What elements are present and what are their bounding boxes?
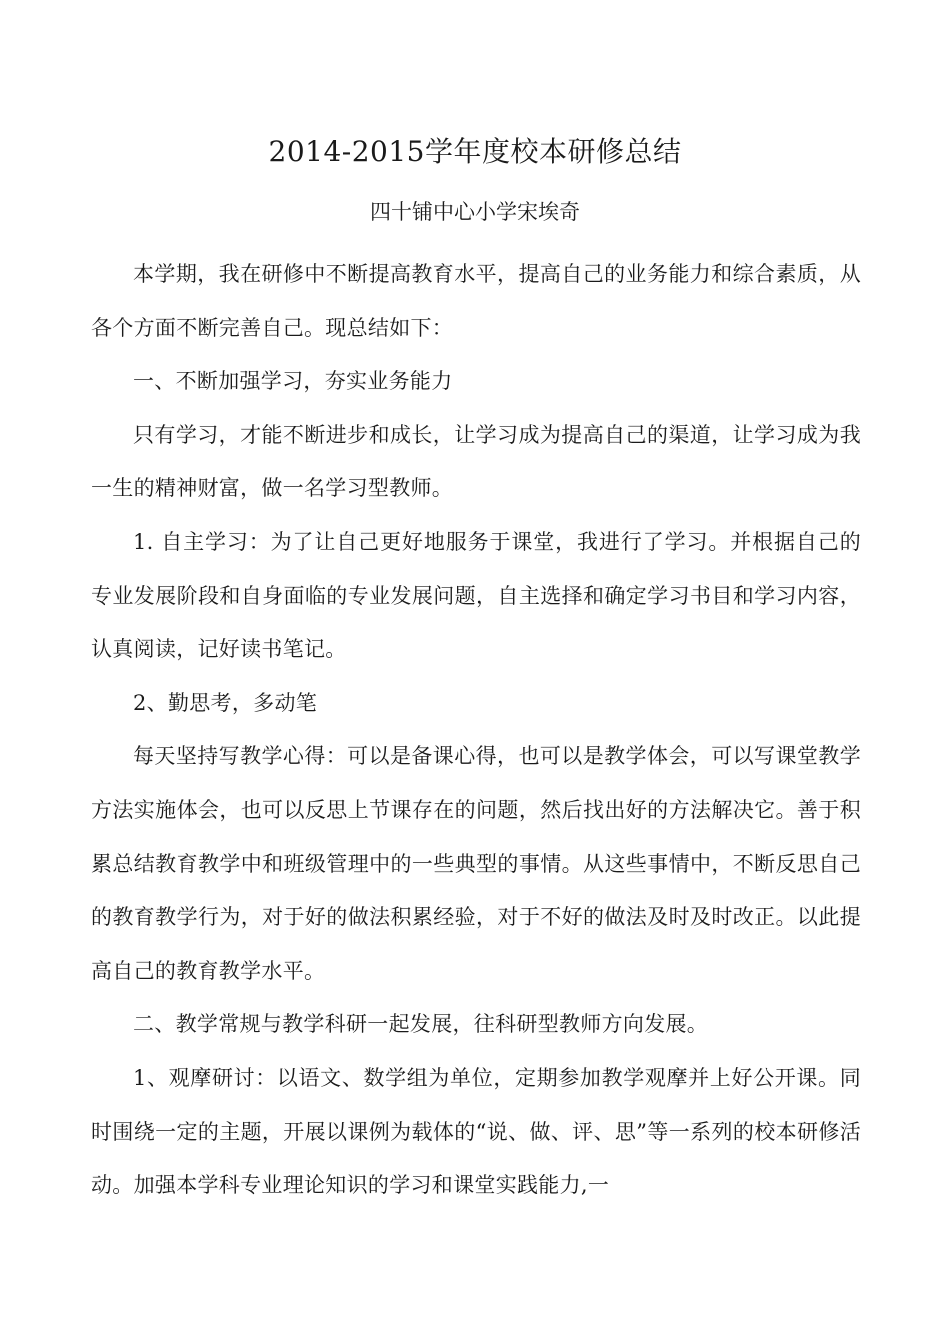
paragraph-learning: 只有学习，才能不断进步和成长，让学习成为提高自己的渠道，让学习成为我一生的精神财富，做一名学习型教师。 [91,422,861,501]
subheading-think-write: 2、勤思考，多动笔 [133,690,318,715]
paragraph-intro: 本学期，我在研修中不断提高教育水平，提高自己的业务能力和综合素质，从各个方面不断完善自己。现总结如下： [91,262,861,340]
document-title: 2014-2015学年度校本研修总结 [268,135,682,168]
section-heading-2: 二、教学常规与教学科研一起发展，往科研型教师方向发展。 [133,1012,709,1037]
document-body [91,248,861,1213]
paragraph-reflection: 每天坚持写教学心得：可以是备课心得，也可以是教学体会，可以写课堂教学方法实施体会，也可以反思上节课存在的问题，然后找出好的方法解决它。善于积累总结教育教学中和班级管理中的一些典型的事情。从这些事情中，不断反思自己的教育教学行为，对于好的做法积累经验，对于不好的做法及时及时改正。以此提高自己的教育教学水平。 [91,744,861,983]
document-author: 四十铺中心小学宋埃奇 [370,200,580,224]
paragraph-self-study: 1. 自主学习：为了让自己更好地服务于课堂，我进行了学习。并根据自己的专业发展阶段和自身面临的专业发展问题，自主选择和确定学习书目和学习内容，认真阅读，记好读书笔记。 [91,529,861,662]
paragraph-observation: 1、观摩研讨：以语文、数学组为单位，定期参加教学观摩并上好公开课。同时围绕一定的主题，开展以课例为载体的“说、做、评、思”等一系列的校本研修活动。加强本学科专业理论知识的学习和课堂实践能力,一 [91,1065,861,1198]
section-heading-1: 一、不断加强学习，夯实业务能力 [133,369,453,394]
